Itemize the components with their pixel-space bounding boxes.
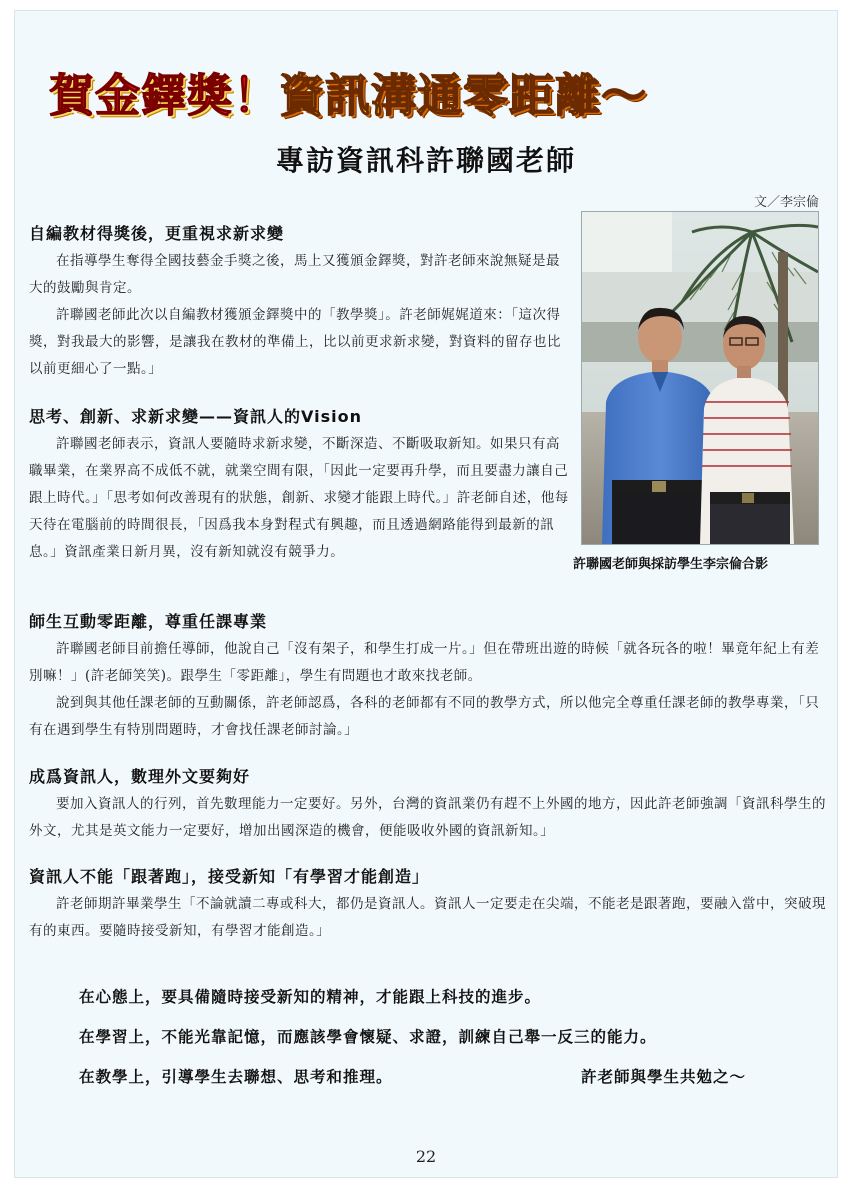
motto-line: 在心態上，要具備隨時接受新知的精神，才能跟上科技的進步。 [79,988,542,1006]
section-math-language [29,764,831,845]
section-heading: 自編教材得獎後，更重視求新求變 [29,224,285,243]
section-interaction [29,609,831,744]
photo-caption: 許聯國老師與採訪學生李宗倫合影 [573,557,769,572]
section-paragraph: 許聯國老師此次以自編教材獲頒金鐸獎中的「教學獎」。許老師娓娓道來：「這次得獎，對我最大的影響，是讓我在教材的準備上，比以前更求新求變，對資料的留存也比以前更細心了一點。」 [29,307,561,377]
section-heading: 成爲資訊人，數理外文要夠好 [29,767,251,786]
magazine-page [14,10,838,1178]
interview-photo [581,211,819,545]
page-number: 22 [415,1147,437,1166]
title-congrats: 賀金鐸獎！ [49,69,280,122]
article-subtitle: 專訪資訊科許聯國老師 [275,144,576,177]
title-headline: 資訊溝通零距離～ [279,69,648,122]
section-heading: 師生互動零距離，尊重任課專業 [29,612,268,631]
motto-line: 在教學上，引導學生去聯想、思考和推理。 [79,1068,393,1086]
section-awards [29,221,569,383]
page-title [49,59,647,129]
closing-signoff: 許老師與學生共勉之～ [581,1068,747,1086]
section-paragraph: 在指導學生奪得全國技藝金手獎之後，馬上又獲頒金鐸獎，對許老師來說無疑是最大的鼓勵與肯定。 [29,253,560,296]
section-paragraph: 許聯國老師目前擔任導師，他說自己「沒有架子，和學生打成一片。」但在帶班出遊的時候「就各玩各的啦！畢竟年紀上有差別嘛！」(許老師笑笑)。跟學生「零距離」，學生有問題也才敢來找老師。 [29,641,820,684]
section-learning [29,864,831,945]
section-heading: 資訊人不能「跟著跑」，接受新知「有學習才能創造」 [29,867,430,886]
section-paragraph: 說到與其他任課老師的互動關係，許老師認爲，各科的老師都有不同的教學方式，所以他完全尊重任課老師的教學專業，「只有在遇到學生有特別問題時，才會找任課老師討論。」 [29,695,820,738]
section-vision [29,404,569,566]
motto-line: 在學習上，不能光靠記憶，而應該學會懷疑、求證，訓練自己舉一反三的能力。 [79,1028,657,1046]
section-paragraph: 許聯國老師表示，資訊人要隨時求新求變，不斷深造、不斷吸取新知。如果只有高職畢業，在業界高不成低不就，就業空間有限，「因此一定要再升學，而且要盡力讓自己跟上時代。」「思考如何改善現有的狀態，創新、求變才能跟上時代。」許老師自述，他每天待在電腦前的時間很長，「因爲我本身對程式有興趣，而且透過網路能得到最新的訊息。」資訊產業日新月異，沒有新知就沒有競爭力。 [29,436,569,560]
section-heading: 思考、創新、求新求變——資訊人的Vision [29,407,362,426]
section-paragraph: 許老師期許畢業學生「不論就讀二專或科大，都仍是資訊人。資訊人一定要走在尖端，不能老是跟著跑，要融入當中，突破現有的東西。要隨時接受新知，有學習才能創造。」 [29,896,826,939]
photo-image [582,212,818,544]
author-byline: 文／李宗倫 [753,195,819,210]
section-paragraph: 要加入資訊人的行列，首先數理能力一定要好。另外，台灣的資訊業仍有趕不上外國的地方，因此許老師強調「資訊科學生的外文，尤其是英文能力一定要好，增加出國深造的機會，便能吸收外國的資訊新知。」 [29,796,826,839]
